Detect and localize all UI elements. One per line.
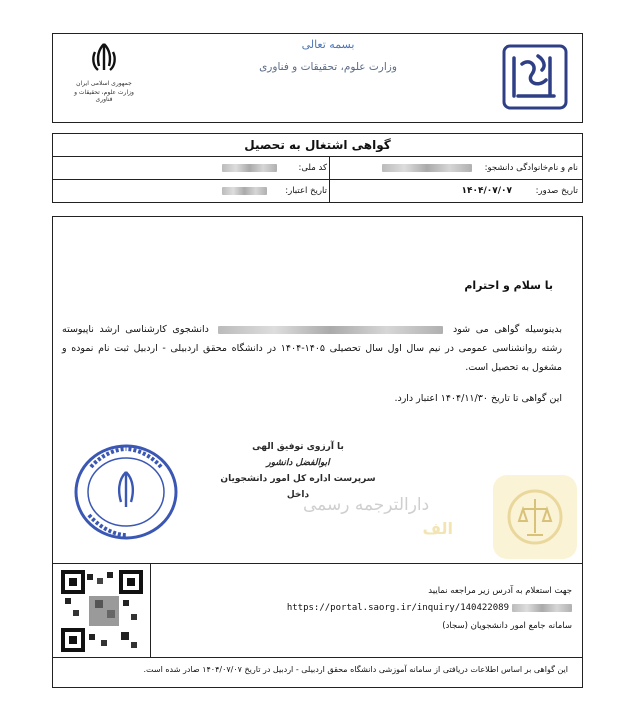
emblem-icon [89, 42, 119, 74]
validity-paragraph: این گواهی تا تاریخ ۱۴۰۴/۱۱/۳۰ اعتبار دارد. [394, 393, 562, 404]
inquiry-url[interactable] [158, 603, 572, 613]
official-stamp [71, 437, 181, 547]
inquiry-divider [53, 563, 582, 564]
bismillah: بسمه تعالی [301, 38, 355, 51]
watermark-sub: الف [422, 519, 453, 538]
validity-value-redacted [222, 180, 267, 202]
certificate-paragraph [62, 320, 562, 377]
info-row-2 [53, 180, 582, 202]
table-divider [329, 157, 330, 202]
certificate-info-table [52, 133, 583, 203]
name-value-redacted [382, 157, 472, 179]
iran-emblem-logo [69, 42, 139, 116]
inquiry-instruction: جهت استعلام به آدرس زیر مراجعه نمایید [428, 586, 572, 596]
paragraph-body: دانشجوی کارشناسی ارشد ناپیوسته رشته روانشناسی عمومی در نیم سال اول سال تحصیلی ۱۴۰۵-۱۴۰۴ در دانشگاه محقق اردبیلی - اردبیل ثبت نام نموده و مشغول به تحصیل است. [62, 324, 562, 373]
inquiry-system-name: سامانه جامع امور دانشجویان (سجاد) [442, 621, 572, 631]
inquiry-code-redacted [512, 604, 572, 612]
issue-date-label: تاریخ صدور: [535, 186, 578, 196]
paragraph-intro: بدینوسیله گواهی می شود [453, 324, 562, 335]
signature-block [213, 439, 383, 503]
signature-line-1: با آرزوی توفیق الهی [252, 442, 344, 452]
signature-name: ابوالفضل دانشور [266, 458, 330, 468]
qr-code [61, 570, 143, 652]
qr-divider [150, 563, 151, 657]
student-name-redacted [218, 326, 443, 334]
inquiry-url-text[interactable]: https://portal.saorg.ir/inquiry/140422089 [286, 603, 509, 613]
emblem-caption-1: جمهوری اسلامی ایران [76, 80, 132, 87]
issue-date-value: ۱۴۰۴/۰۷/۰۷ [461, 186, 512, 196]
greeting: با سلام و احترام [464, 279, 553, 292]
national-code-value-redacted [222, 157, 277, 179]
info-row-1 [53, 157, 582, 180]
ministry-name: وزارت علوم، تحقیقات و فناوری [259, 61, 397, 73]
footer-divider [53, 657, 582, 658]
national-code-label: کد ملی: [298, 163, 327, 173]
name-label: نام و نام‌خانوادگی دانشجو: [484, 163, 578, 173]
footer-note: این گواهی بر اساس اطلاعات دریافتی از سامانه آموزشی دانشگاه محقق اردبیلی - اردبیل در تاریخ ۱۴۰۴/۰۷/۰۷ صادر شده است. [143, 665, 568, 674]
signature-title: سرپرست اداره کل امور دانشجویان داخل [220, 474, 376, 500]
certificate-body [52, 216, 583, 688]
emblem-caption-2: وزارت علوم، تحقیقات و فناوری [74, 89, 134, 103]
watermark-logo [493, 475, 577, 559]
watermark-text: دارالترجمه رسمی [303, 495, 430, 515]
certificate-title: گواهی اشتغال به تحصیل [53, 134, 582, 157]
validity-label: تاریخ اعتبار: [285, 186, 327, 196]
student-affairs-logo [502, 44, 568, 110]
letterhead [52, 33, 583, 123]
